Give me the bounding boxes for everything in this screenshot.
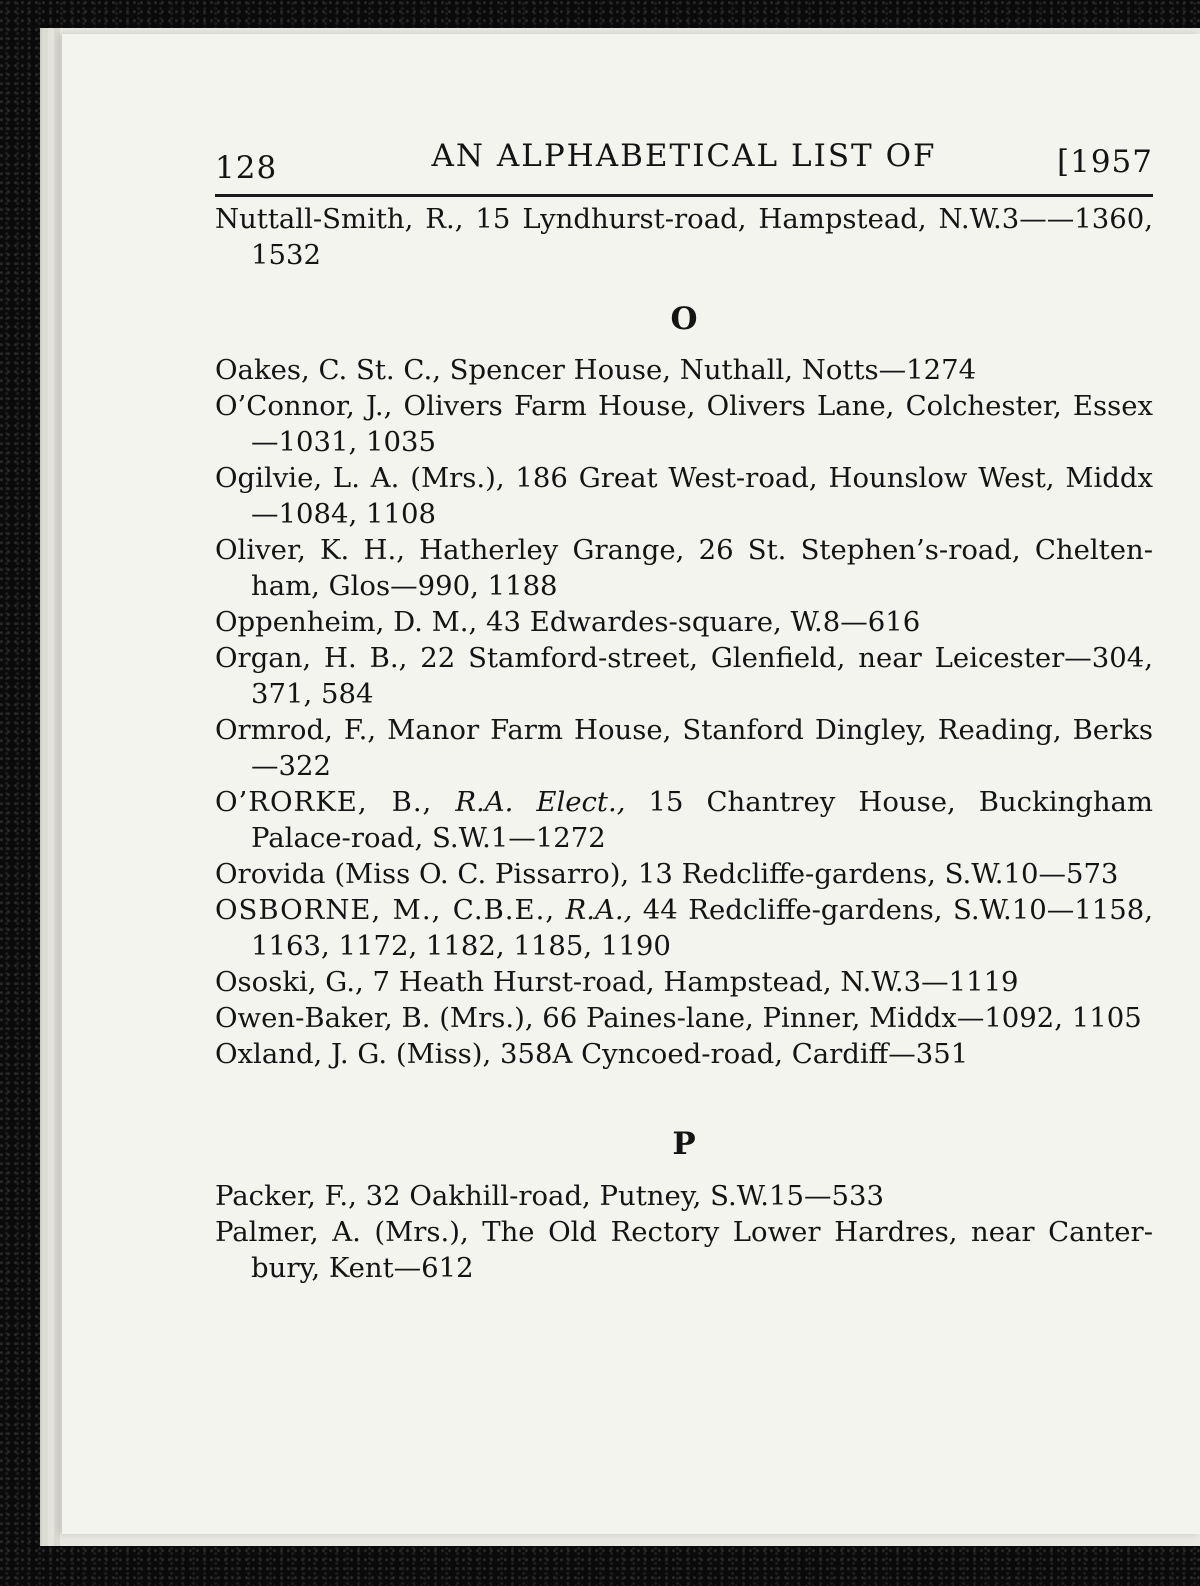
entry-title-italic: R.A., [565, 894, 633, 926]
list-entry: O’Connor, J., Olivers Farm House, Olivers Lane, Colchester, Essex—1031, 1035 [215, 390, 1153, 458]
entry-rest: 44 Redcliffe-gardens, S.W.10—1158, 1163, 1172, 1182, 1185, 1190 [251, 894, 1153, 962]
list-entry-rorke [215, 784, 1153, 856]
list-entry: Ogilvie, L. A. (Mrs.), 186 Great West-road, Hounslow West, Middx—1084, 1108 [215, 462, 1153, 530]
list-entry: Oppenheim, D. M., 43 Edwardes-square, W.8—616 [215, 606, 921, 638]
section-heading-p: P [672, 1126, 696, 1162]
book-page [62, 34, 1200, 1534]
entry-name: O’RORKE, B., [215, 786, 433, 818]
list-entry: Ososki, G., 7 Heath Hurst-road, Hampstead, N.W.3—1119 [215, 966, 1019, 998]
page-title: AN ALPHABETICAL LIST OF [431, 138, 937, 174]
list-entry: Palmer, A. (Mrs.), The Old Rectory Lower Hardres, near Canter-bury, Kent—612 [215, 1216, 1153, 1284]
list-entry: Owen-Baker, B. (Mrs.), 66 Paines-lane, Pinner, Middx—1092, 1105 [215, 1002, 1142, 1034]
list-entry: Oakes, C. St. C., Spencer House, Nuthall, Notts—1274 [215, 354, 977, 386]
header-rule [215, 194, 1153, 197]
entry-name: OSBORNE, M., C.B.E., [215, 894, 556, 926]
entry-title-italic: R.A. Elect., [455, 786, 626, 818]
year-label: [1957 [1057, 144, 1153, 180]
entry-rest: 15 Chantrey House, Buckingham Palace-road, S.W.1—1272 [251, 786, 1154, 854]
list-entry: Oxland, J. G. (Miss), 358A Cyncoed-road, Cardiff—351 [215, 1038, 969, 1070]
running-head [215, 134, 1153, 184]
list-entry: Nuttall-Smith, R., 15 Lyndhurst-road, Hampstead, N.W.3——1360, 1532 [215, 203, 1153, 271]
list-entry: Packer, F., 32 Oakhill-road, Putney, S.W.15—533 [215, 1180, 884, 1212]
section-heading-o: O [670, 301, 698, 337]
list-entry: Orovida (Miss O. C. Pissarro), 13 Redcliffe-gardens, S.W.10—573 [215, 858, 1119, 890]
list-entry: Ormrod, F., Manor Farm House, Stanford Dingley, Reading, Berks—322 [215, 714, 1153, 782]
list-entry-osborne [215, 892, 1153, 964]
list-entry: Oliver, K. H., Hatherley Grange, 26 St. Stephen’s-road, Chelten-ham, Glos—990, 1188 [215, 534, 1153, 602]
list-entry: Organ, H. B., 22 Stamford-street, Glenfield, near Leicester—304, 371, 584 [215, 642, 1153, 710]
page-number: 128 [215, 150, 278, 186]
text-block [215, 134, 1153, 1286]
